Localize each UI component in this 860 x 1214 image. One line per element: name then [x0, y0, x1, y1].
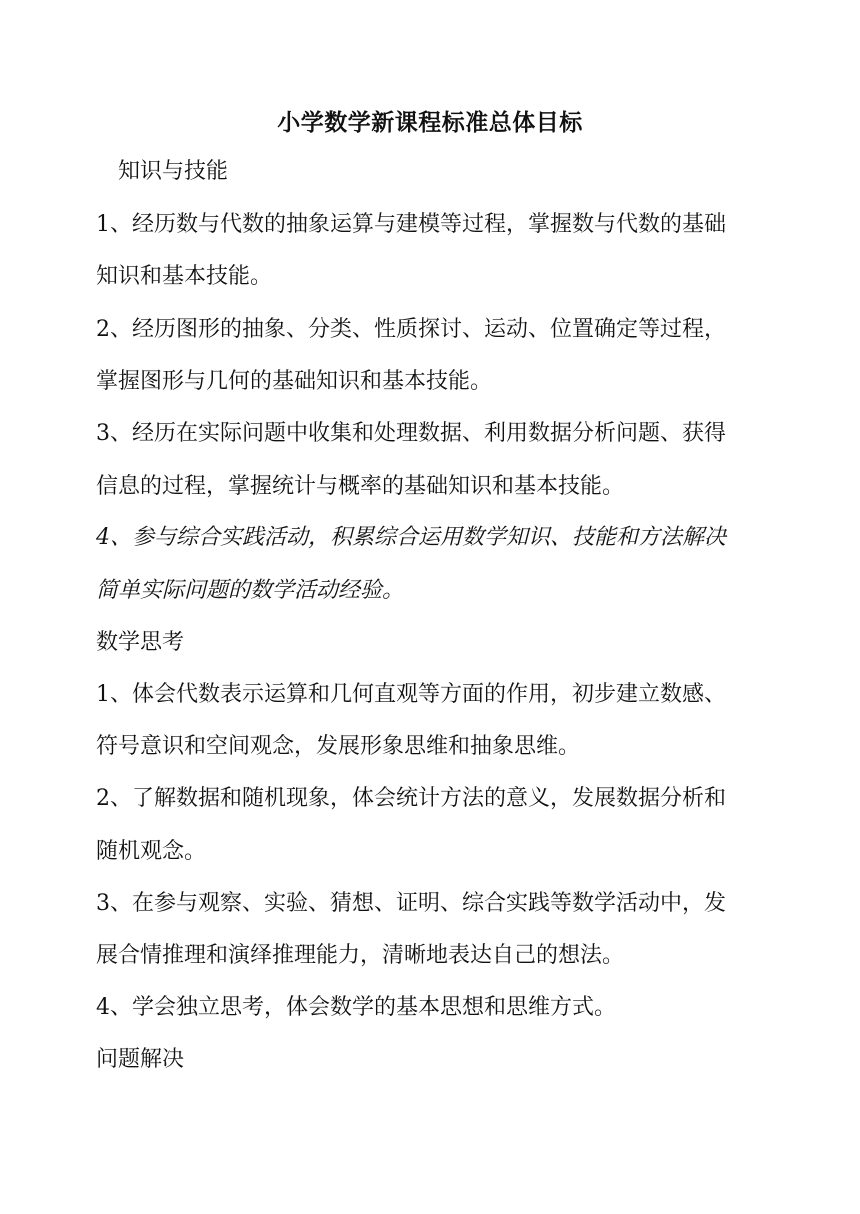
section-heading-knowledge: 知识与技能 — [118, 159, 229, 184]
thinking-item-3-line-2: 展合情推理和演绎推理能力，清晰地表达自己的想法。 — [96, 943, 625, 968]
thinking-item-1-line-2: 符号意识和空间观念，发展形象思维和抽象思维。 — [96, 734, 581, 759]
thinking-item-3-line-1: 3、在参与观察、实验、猜想、证明、综合实践等数学活动中，发 — [96, 891, 726, 916]
document-title: 小学数学新课程标准总体目标 — [277, 109, 583, 136]
thinking-item-1-line-1: 1、体会代数表示运算和几何直观等方面的作用，初步建立数感、 — [96, 682, 726, 707]
thinking-item-2-line-2: 随机观念。 — [96, 839, 207, 864]
knowledge-item-2-line-2: 掌握图形与几何的基础知识和基本技能。 — [96, 369, 493, 394]
knowledge-item-3-line-1: 3、经历在实际问题中收集和处理数据、利用数据分析问题、获得 — [96, 421, 726, 446]
section-heading-problem-solving: 问题解决 — [96, 1047, 185, 1072]
knowledge-item-1-line-1: 1、经历数与代数的抽象运算与建模等过程，掌握数与代数的基础 — [96, 212, 726, 237]
knowledge-item-2-line-1: 2、经历图形的抽象、分类、性质探讨、运动、位置确定等过程， — [96, 317, 726, 342]
knowledge-item-1-line-2: 知识和基本技能。 — [96, 264, 273, 289]
knowledge-item-3-line-2: 信息的过程，掌握统计与概率的基础知识和基本技能。 — [96, 474, 625, 499]
thinking-item-4-line-1: 4、学会独立思考，体会数学的基本思想和思维方式。 — [96, 995, 616, 1020]
knowledge-item-4-line-1: 4、参与综合实践活动，积累综合运用数学知识、技能和方法解决 — [96, 525, 726, 550]
thinking-item-2-line-1: 2、了解数据和随机现象，体会统计方法的意义，发展数据分析和 — [96, 786, 726, 811]
knowledge-item-4-line-2: 简单实际问题的数学活动经验。 — [96, 578, 405, 603]
section-heading-thinking: 数学思考 — [96, 630, 185, 655]
